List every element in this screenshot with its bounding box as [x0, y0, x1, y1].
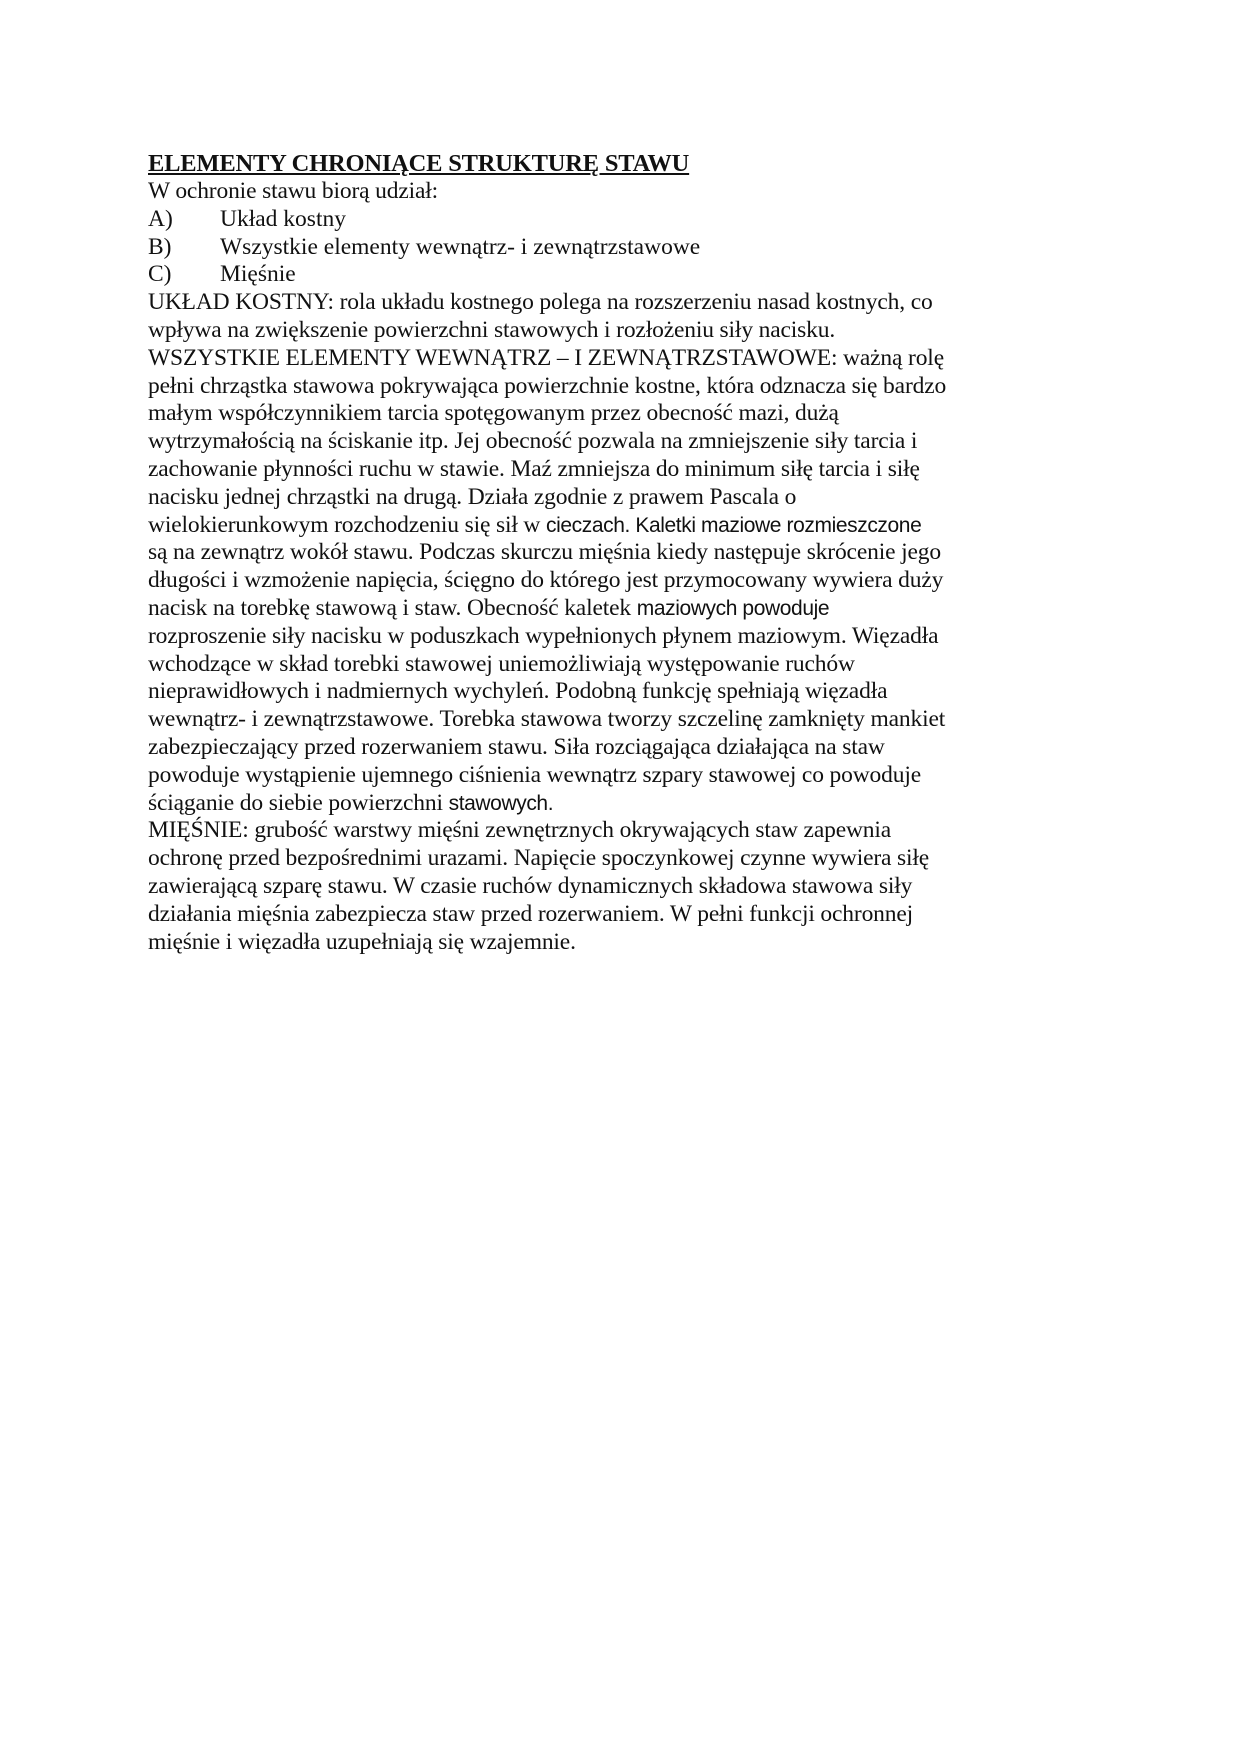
paragraph-line: powoduje wystąpienie ujemnego ciśnienia wewnątrz szpary stawowej co powoduje — [148, 761, 922, 788]
document-content — [148, 149, 1098, 956]
paragraph-line: długości i wzmożenie napięcia, ścięgno do którego jest przymocowany wywiera duży — [148, 567, 944, 594]
paragraph-line: wytrzymałością na ściskanie itp. Jej obecność pozwala na zmniejszenie siły tarcia i — [148, 428, 918, 455]
text-run-sans: stawowych. — [448, 791, 554, 815]
list-text: Wszystkie elementy wewnątrz- i zewnątrzstawowe — [220, 233, 701, 260]
text-run: nacisk na torebkę stawową i staw. Obecność kaletek — [148, 594, 637, 621]
paragraph-line: zabezpieczający przed rozerwaniem stawu. Siła rozciągająca działająca na staw — [148, 733, 885, 760]
paragraph-line: zachowanie płynności ruchu w stawie. Maź zmniejsza do minimum siłę tarcia i siłę — [148, 455, 920, 482]
list-item-c — [148, 261, 1098, 289]
paragraph-line: nieprawidłowych i nadmiernych wychyleń. Podobną funkcję spełniają więzadła — [148, 678, 888, 705]
paragraph-line: zawierającą szparę stawu. W czasie ruchów dynamicznych składowa stawowa siły — [148, 872, 913, 899]
paragraph-line: nacisku jednej chrząstki na drugą. Działa zgodnie z prawem Pascala o — [148, 483, 797, 510]
paragraph-line: pełni chrząstka stawowa pokrywająca powierzchnie kostne, która odznacza się bardzo — [148, 372, 947, 399]
paragraph-line: WSZYSTKIE ELEMENTY WEWNĄTRZ – I ZEWNĄTRZSTAWOWE: ważną rolę — [148, 344, 944, 371]
list-marker: C) — [148, 261, 172, 288]
paragraph-line: rozproszenie siły nacisku w poduszkach wypełnionych płynem maziowym. Więzadła — [148, 622, 939, 649]
paragraph-line: działania mięśnia zabezpiecza staw przed rozerwaniem. W pełni funkcji ochronnej — [148, 900, 914, 927]
paragraph-line — [148, 512, 1098, 540]
paragraph-line: wewnątrz- i zewnątrzstawowe. Torebka stawowa tworzy szczelinę zamknięty mankiet — [148, 706, 946, 733]
text-run: wielokierunkowym rozchodzeniu się sił w — [148, 511, 546, 538]
text-run-sans: maziowych powoduje — [636, 596, 830, 620]
list-text: Mięśnie — [220, 261, 296, 288]
list-marker: B) — [148, 233, 172, 260]
text-run: ściąganie do siebie powierzchni — [148, 789, 449, 816]
paragraph-line: ochronę przed bezpośrednimi urazami. Napięcie spoczynkowej czynne wywiera siłę — [148, 845, 930, 872]
intro-text: W ochronie stawu biorą udział: — [148, 178, 439, 204]
paragraph-line — [148, 595, 1098, 623]
section-joint-elements — [148, 345, 1098, 818]
text-run-sans: cieczach. Kaletki maziowe rozmieszczone — [545, 513, 922, 537]
list-item-b — [148, 234, 1098, 262]
list-text: Układ kostny — [220, 205, 346, 232]
paragraph-line: wpływa na zwiększenie powierzchni stawowych i rozłożeniu siły nacisku. — [148, 316, 836, 343]
participants-list — [148, 206, 1098, 289]
paragraph-line — [148, 790, 1098, 818]
paragraph-line: mięśnie i więzadła uzupełniają się wzajemnie. — [148, 928, 576, 955]
section-muscles — [148, 817, 1098, 956]
document-title: ELEMENTY CHRONIĄCE STRUKTURĘ STAWU — [148, 150, 690, 177]
paragraph-line: MIĘŚNIE: grubość warstwy mięśni zewnętrznych okrywających staw zapewnia — [148, 817, 892, 844]
paragraph-line: są na zewnątrz wokół stawu. Podczas skurczu mięśnia kiedy następuje skrócenie jego — [148, 539, 941, 566]
section-bone-system — [148, 289, 1098, 345]
list-marker: A) — [148, 205, 173, 232]
paragraph-line: małym współczynnikiem tarcia spotęgowanym przez obecność mazi, dużą — [148, 400, 839, 427]
paragraph-line: UKŁAD KOSTNY: rola układu kostnego polega na rozszerzeniu nasad kostnych, co — [148, 289, 933, 316]
paragraph-line: wchodzące w skład torebki stawowej uniemożliwiają występowanie ruchów — [148, 650, 855, 677]
list-item-a — [148, 206, 1098, 234]
